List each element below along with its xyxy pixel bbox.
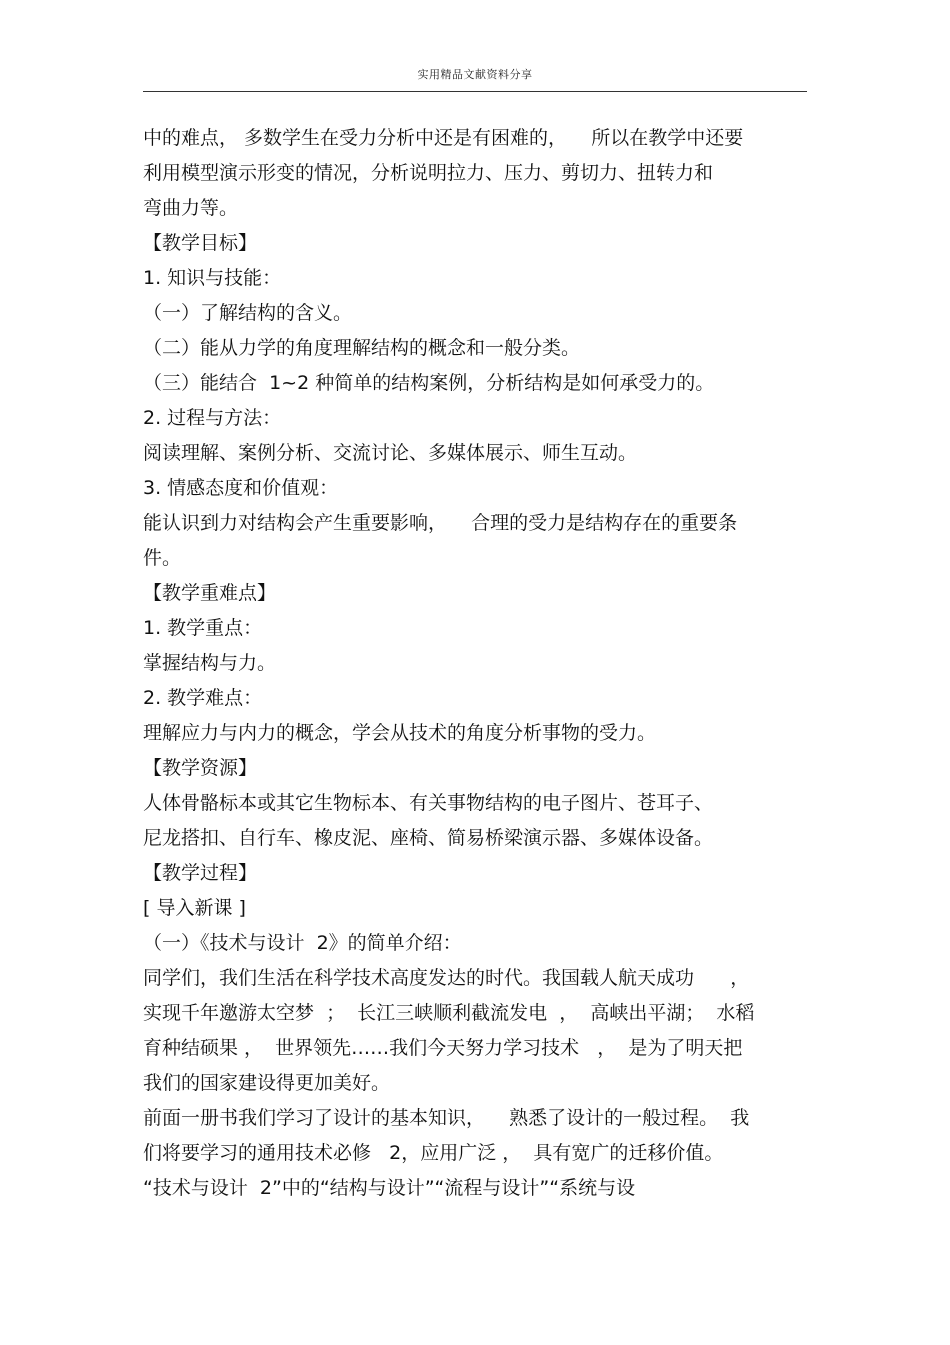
text-line: 阅读理解、案例分析、交流讨论、多媒体展示、师生互动。	[143, 442, 638, 464]
text-line: 我们的国家建设得更加美好。	[143, 1072, 391, 1094]
text-line: 利用模型演示形变的情况，分析说明拉力、压力、剪切力、扭转力和	[143, 162, 714, 184]
subheading: [ 导入新课 ]	[143, 897, 246, 919]
section-heading-key-points: 【教学重难点】	[143, 582, 277, 604]
subheading: 1. 知识与技能：	[143, 267, 282, 289]
subheading: 3. 情感态度和价值观：	[143, 477, 339, 499]
text-line: 育种结硕果 ， 世界领先……我们今天努力学习技术 ， 是为了明天把	[143, 1037, 743, 1059]
text-line: 前面一册书我们学习了设计的基本知识， 熟悉了设计的一般过程。 我	[143, 1107, 750, 1129]
list-item: （三）能结合 1~2 种简单的结构案例，分析结构是如何承受力的。	[143, 372, 715, 394]
text-line: “技术与设计 2”中的“结构与设计”“流程与设计”“系统与设	[143, 1177, 636, 1199]
text-line: 能认识到力对结构会产生重要影响， 合理的受力是结构存在的重要条	[143, 512, 738, 534]
text-line: 中的难点， 多数学生在受力分析中还是有困难的， 所以在教学中还要	[143, 127, 744, 149]
text-line: 弯曲力等。	[143, 197, 239, 219]
section-heading-process: 【教学过程】	[143, 862, 258, 884]
header-divider	[143, 91, 807, 92]
text-line: 件。	[143, 547, 182, 569]
section-heading-resources: 【教学资源】	[143, 757, 258, 779]
text-line: 理解应力与内力的概念，学会从技术的角度分析事物的受力。	[143, 722, 657, 744]
page-header: 实用精品文献资料分享	[417, 68, 533, 81]
subheading: 2. 教学难点：	[143, 687, 263, 709]
subheading: （一）《技术与设计 2》的简单介绍：	[143, 932, 462, 954]
text-line: 掌握结构与力。	[143, 652, 277, 674]
section-heading-teaching-goals: 【教学目标】	[143, 232, 258, 254]
subheading: 1. 教学重点：	[143, 617, 263, 639]
list-item: （二）能从力学的角度理解结构的概念和一般分类。	[143, 337, 581, 359]
text-line: 实现千年邀游太空梦 ； 长江三峡顺利截流发电 ， 高峡出平湖； 水稻	[143, 1002, 755, 1024]
text-line: 人体骨骼标本或其它生物标本、有关事物结构的电子图片、苍耳子、	[143, 792, 714, 814]
document-body	[143, 121, 813, 1206]
subheading: 2. 过程与方法：	[143, 407, 282, 429]
text-line: 同学们，我们生活在科学技术高度发达的时代。我国载人航天成功 ，	[143, 967, 750, 989]
list-item: （一）了解结构的含义。	[143, 302, 353, 324]
text-line: 尼龙搭扣、自行车、橡皮泥、座椅、简易桥梁演示器、多媒体设备。	[143, 827, 714, 849]
text-line: 们将要学习的通用技术必修 2，应用广泛 ， 具有宽广的迁移价值。	[143, 1142, 724, 1164]
